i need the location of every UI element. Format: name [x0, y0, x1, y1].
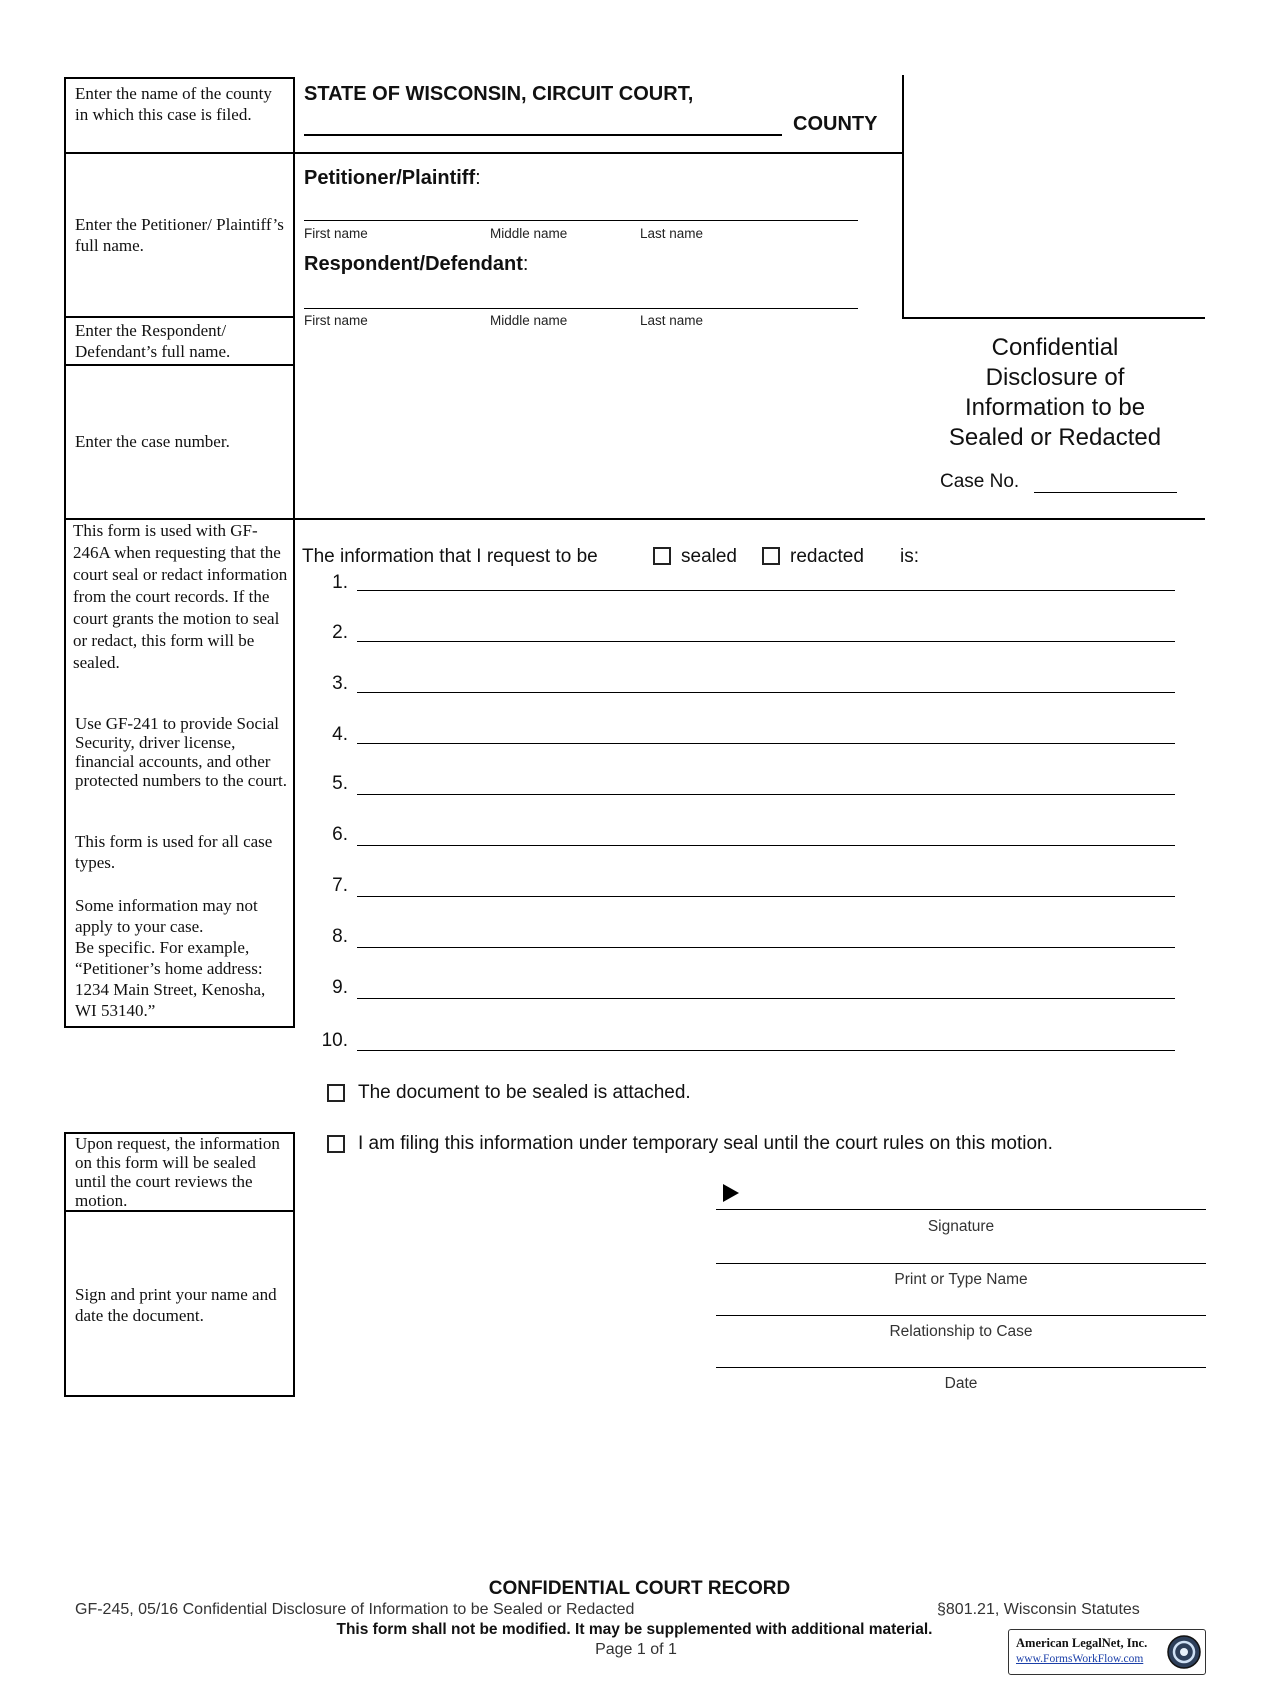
redacted-checkbox[interactable]	[762, 547, 780, 565]
sealed-checkbox[interactable]	[653, 547, 671, 565]
respondent-instruction: Enter the Respondent/ Defendant’s full name.	[75, 321, 231, 361]
print-name-field[interactable]	[716, 1263, 1206, 1264]
request-suffix: is:	[900, 546, 919, 567]
case-number-label: Case No.	[940, 471, 1020, 492]
respondent-name-field[interactable]	[304, 308, 858, 309]
petitioner-middle-name-caption: Middle name	[490, 226, 568, 241]
temporary-seal-label: I am filing this information under temporary seal until the court rules on this motion.	[358, 1133, 1053, 1154]
item-line[interactable]	[357, 590, 1175, 591]
confidential-record-title: CONFIDENTIAL COURT RECORD	[488, 1578, 791, 1599]
item-line[interactable]	[357, 845, 1175, 846]
item-number: 7.	[332, 875, 348, 896]
item-line[interactable]	[357, 743, 1175, 744]
respondent-first-name-caption: First name	[304, 313, 368, 328]
item-line[interactable]	[357, 998, 1175, 999]
court-title: STATE OF WISCONSIN, CIRCUIT COURT,	[304, 83, 694, 105]
signature-field[interactable]	[716, 1209, 1206, 1210]
item-number: 9.	[332, 977, 348, 998]
case-number-field[interactable]	[1034, 492, 1177, 493]
usage-info-paragraph: Some information may not apply to your case.	[75, 896, 258, 936]
sign-instruction: Sign and print your name and date the document.	[75, 1285, 277, 1325]
american-legalnet-logo[interactable]	[1008, 1629, 1206, 1675]
item-number: 10.	[321, 1030, 348, 1051]
logo-company-name: American LegalNet, Inc.	[1016, 1636, 1148, 1650]
usage-info-paragraph: This form is used with GF-246A when requesting that the court seal or redact information from the court records. If the court grants the motion to seal or redact, this form will be sealed.	[73, 521, 288, 672]
form-title-line: Confidential	[991, 334, 1119, 361]
petitioner-label-text: Petitioner/Plaintiff	[304, 167, 476, 189]
upon-request-instruction: Upon request, the information on this form will be sealed until the court reviews the motion.	[75, 1134, 280, 1210]
print-name-caption: Print or Type Name	[894, 1271, 1028, 1288]
sealed-option-label: sealed	[681, 546, 737, 567]
page-number: Page 1 of 1	[595, 1641, 677, 1658]
item-number: 4.	[332, 724, 348, 745]
signature-caption: Signature	[927, 1218, 995, 1235]
attached-label: The document to be sealed is attached.	[358, 1082, 691, 1103]
sidebar-divider	[64, 316, 295, 318]
title-top-line	[902, 317, 1205, 319]
signature-arrow-icon	[722, 1183, 740, 1203]
usage-info-paragraph: This form is used for all case types.	[75, 832, 273, 872]
form-title-line: Information to be	[964, 394, 1146, 421]
item-number: 8.	[332, 926, 348, 947]
form-id: GF-245, 05/16 Confidential Disclosure of Information to be Sealed or Redacted	[75, 1601, 635, 1618]
county-name-field[interactable]	[304, 134, 782, 136]
form-title-line: Sealed or Redacted	[948, 424, 1162, 451]
county-label: COUNTY	[793, 113, 878, 135]
item-line[interactable]	[357, 896, 1175, 897]
sidebar-divider	[64, 152, 295, 154]
petitioner-last-name-caption: Last name	[640, 226, 704, 241]
respondent-last-name-caption: Last name	[640, 313, 704, 328]
request-prefix: The information that I request to be	[302, 546, 598, 567]
caption-top-line	[293, 77, 295, 79]
item-number: 2.	[332, 622, 348, 643]
caption-bottom-line	[293, 518, 1205, 520]
petitioner-instruction: Enter the Petitioner/ Plaintiff’s full name.	[75, 215, 284, 255]
item-line[interactable]	[357, 794, 1175, 795]
item-number: 6.	[332, 824, 348, 845]
petitioner-first-name-caption: First name	[304, 226, 368, 241]
county-instruction: Enter the name of the county in which this case is filed.	[75, 84, 272, 124]
attached-checkbox[interactable]	[327, 1084, 345, 1102]
petitioner-label	[304, 167, 481, 190]
caption-divider	[293, 152, 904, 154]
modification-notice: This form shall not be modified. It may be supplemented with additional material.	[336, 1621, 933, 1638]
item-number: 1.	[332, 572, 348, 593]
logo-emblem-icon	[1166, 1634, 1202, 1670]
item-line[interactable]	[357, 641, 1175, 642]
statute-reference: §801.21, Wisconsin Statutes	[937, 1601, 1140, 1618]
case-number-instruction: Enter the case number.	[75, 432, 230, 451]
redacted-option-label: redacted	[790, 546, 864, 567]
logo-url[interactable]: www.FormsWorkFlow.com	[1016, 1653, 1144, 1665]
item-number: 5.	[332, 773, 348, 794]
item-line[interactable]	[357, 947, 1175, 948]
item-number: 3.	[332, 673, 348, 694]
form-title	[905, 333, 1205, 453]
temporary-seal-checkbox[interactable]	[327, 1135, 345, 1153]
relationship-field[interactable]	[716, 1315, 1206, 1316]
caption-right-border	[902, 75, 904, 319]
respondent-label	[304, 253, 528, 276]
form-title-line: Disclosure of	[985, 364, 1125, 391]
petitioner-label-colon: :	[475, 167, 481, 189]
respondent-label-text: Respondent/Defendant	[304, 253, 523, 275]
date-caption: Date	[944, 1375, 978, 1392]
date-field[interactable]	[716, 1367, 1206, 1368]
usage-info-paragraph: Use GF-241 to provide Social Security, driver license, financial accounts, and other protected numbers to the court.	[75, 714, 287, 790]
item-line[interactable]	[357, 1050, 1175, 1051]
usage-info-paragraph: Be specific. For example, “Petitioner’s home address: 1234 Main Street, Kenosha, WI 53140.”	[75, 938, 266, 1020]
item-line[interactable]	[357, 692, 1175, 693]
petitioner-name-field[interactable]	[304, 220, 858, 221]
respondent-label-colon: :	[522, 253, 529, 275]
relationship-caption: Relationship to Case	[889, 1323, 1033, 1340]
respondent-middle-name-caption: Middle name	[490, 313, 568, 328]
